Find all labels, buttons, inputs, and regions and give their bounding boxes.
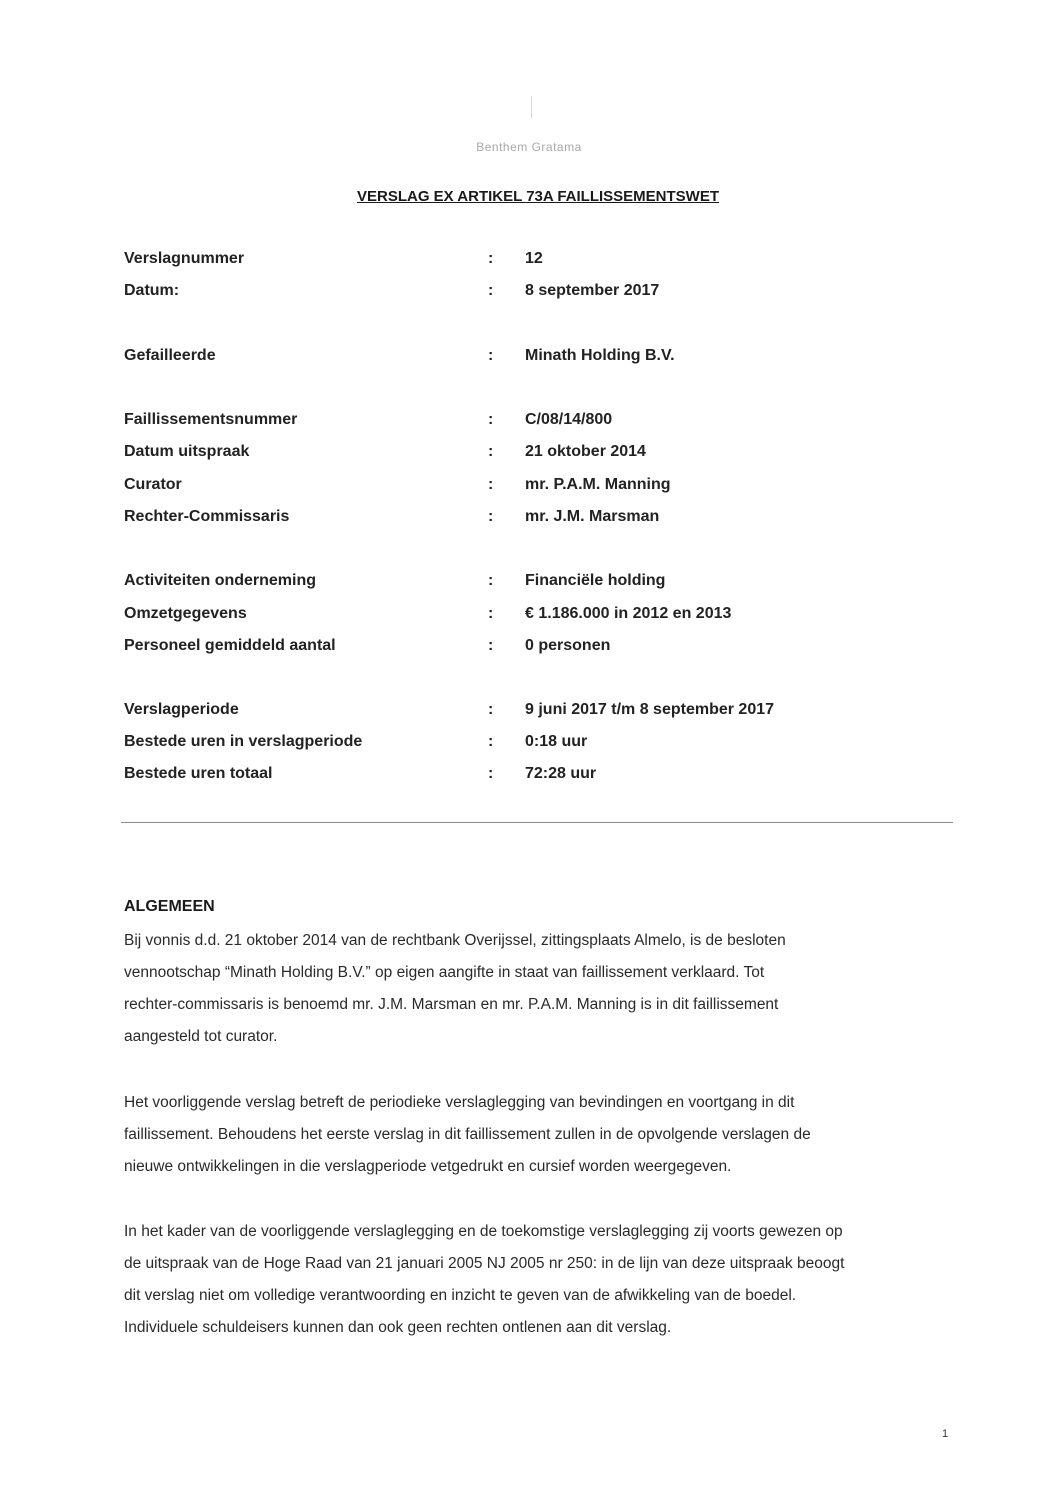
info-label: Datum: bbox=[124, 282, 180, 299]
info-label: Activiteiten onderneming bbox=[124, 572, 317, 589]
paragraph-line: aangesteld tot curator. bbox=[124, 1028, 278, 1045]
paragraph-line: vennootschap “Minath Holding B.V.” op eigen aangifte in staat van faillissement verklaard. Tot bbox=[124, 964, 765, 981]
info-value: mr. J.M. Marsman bbox=[525, 508, 660, 525]
info-colon: : bbox=[488, 476, 494, 493]
info-label: Rechter-Commissaris bbox=[124, 508, 290, 525]
info-label: Bestede uren in verslagperiode bbox=[124, 733, 363, 750]
info-value: € 1.186.000 in 2012 en 2013 bbox=[525, 605, 732, 622]
paragraph-line: nieuwe ontwikkelingen in die verslagperiode vetgedrukt en cursief worden weergegeven. bbox=[124, 1158, 732, 1175]
paragraph-line: Het voorliggende verslag betreft de periodieke verslaglegging van bevindingen en voortgang in dit bbox=[124, 1094, 795, 1111]
info-value: 72:28 uur bbox=[525, 765, 597, 782]
info-label: Verslagnummer bbox=[124, 250, 245, 267]
paragraph-2 bbox=[124, 1087, 954, 1183]
info-value: 0 personen bbox=[525, 637, 611, 654]
info-value: 9 juni 2017 t/m 8 september 2017 bbox=[525, 701, 775, 718]
info-value: 0:18 uur bbox=[525, 733, 588, 750]
info-colon: : bbox=[488, 282, 494, 299]
page-number: 1 bbox=[942, 1428, 949, 1440]
info-colon: : bbox=[488, 572, 494, 589]
paragraph-1 bbox=[124, 925, 954, 1053]
paragraph-line: Individuele schuldeisers kunnen dan ook geen rechten ontlenen aan dit verslag. bbox=[124, 1319, 672, 1336]
info-colon: : bbox=[488, 605, 494, 622]
info-label: Bestede uren totaal bbox=[124, 765, 273, 782]
info-label: Verslagperiode bbox=[124, 701, 239, 718]
info-value: Minath Holding B.V. bbox=[525, 347, 675, 364]
paragraph-line: de uitspraak van de Hoge Raad van 21 januari 2005 NJ 2005 nr 250: in de lijn van deze uitspraak beoogt bbox=[124, 1255, 845, 1272]
info-colon: : bbox=[488, 637, 494, 654]
info-colon: : bbox=[488, 443, 494, 460]
paragraph-line: rechter-commissaris is benoemd mr. J.M. Marsman en mr. P.A.M. Manning is in dit faillissement bbox=[124, 996, 779, 1013]
info-colon: : bbox=[488, 508, 494, 525]
horizontal-divider bbox=[121, 822, 953, 823]
info-colon: : bbox=[488, 701, 494, 718]
info-value: C/08/14/800 bbox=[525, 411, 613, 428]
info-colon: : bbox=[488, 765, 494, 782]
info-label: Faillissementsnummer bbox=[124, 411, 298, 428]
info-colon: : bbox=[488, 250, 494, 267]
info-value: 12 bbox=[525, 250, 543, 267]
info-label: Gefailleerde bbox=[124, 347, 216, 364]
info-colon: : bbox=[488, 347, 494, 364]
info-colon: : bbox=[488, 411, 494, 428]
info-label: Personeel gemiddeld aantal bbox=[124, 637, 336, 654]
document-title: VERSLAG EX ARTIKEL 73A FAILLISSEMENTSWET bbox=[357, 188, 719, 205]
company-logo: Benthem Gratama bbox=[476, 140, 582, 154]
info-label: Omzetgegevens bbox=[124, 605, 247, 622]
info-value: mr. P.A.M. Manning bbox=[525, 476, 671, 493]
section-heading: ALGEMEEN bbox=[124, 898, 215, 915]
paragraph-line: In het kader van de voorliggende verslaglegging en de toekomstige verslaglegging zij voorts gewezen op bbox=[124, 1223, 843, 1240]
info-colon: : bbox=[488, 733, 494, 750]
logo-mark bbox=[531, 96, 532, 118]
info-value: 21 oktober 2014 bbox=[525, 443, 646, 460]
paragraph-line: faillissement. Behoudens het eerste verslag in dit faillissement zullen in de opvolgende verslagen de bbox=[124, 1126, 811, 1143]
paragraph-3 bbox=[124, 1216, 954, 1344]
paragraph-line: Bij vonnis d.d. 21 oktober 2014 van de rechtbank Overijssel, zittingsplaats Almelo, is de besloten bbox=[124, 932, 786, 949]
info-value: Financiële holding bbox=[525, 572, 666, 589]
info-label: Datum uitspraak bbox=[124, 443, 250, 460]
info-label: Curator bbox=[124, 476, 182, 493]
info-value: 8 september 2017 bbox=[525, 282, 660, 299]
paragraph-line: dit verslag niet om volledige verantwoording en inzicht te geven van de afwikkeling van de boedel. bbox=[124, 1287, 797, 1304]
